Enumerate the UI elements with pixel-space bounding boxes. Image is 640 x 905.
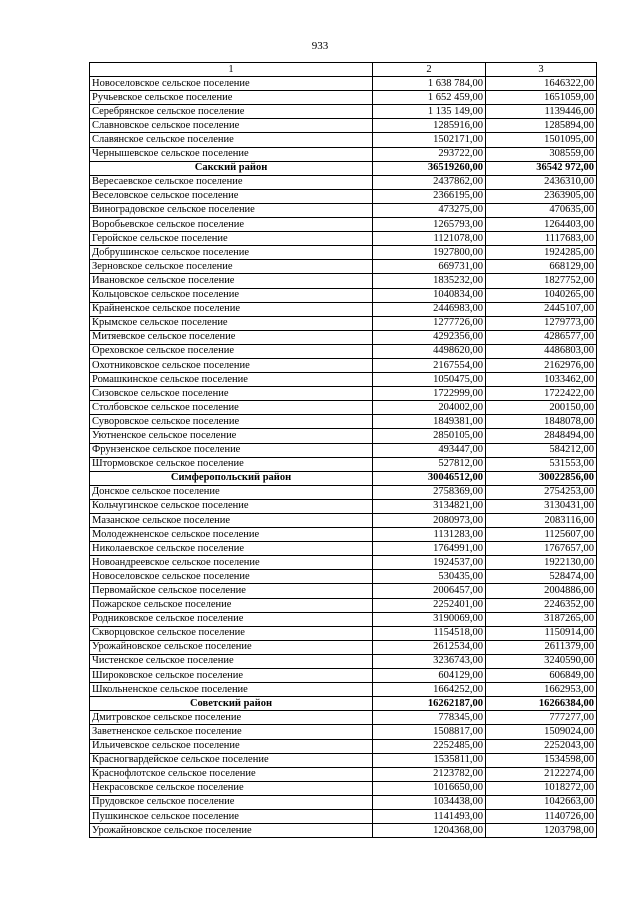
settlement-name-cell: Славянское сельское поселение xyxy=(90,133,373,147)
settlement-name-cell: Кольчугинское сельское поселение xyxy=(90,499,373,513)
table-row xyxy=(90,640,597,654)
table-row xyxy=(90,654,597,668)
value-col3-cell: 606849,00 xyxy=(486,669,597,683)
value-col3-cell: 36542 972,00 xyxy=(486,161,597,175)
value-col2-cell: 1204368,00 xyxy=(373,824,486,838)
value-col2-cell: 778345,00 xyxy=(373,711,486,725)
settlement-name-cell: Кольцовское сельское поселение xyxy=(90,288,373,302)
table-row xyxy=(90,711,597,725)
value-col2-cell: 1927800,00 xyxy=(373,246,486,260)
settlement-name-cell: Виноградовское сельское поселение xyxy=(90,203,373,217)
page-number: 933 xyxy=(311,40,329,52)
table-row xyxy=(90,260,597,274)
settlement-name-cell: Столбовское сельское поселение xyxy=(90,401,373,415)
table-row xyxy=(90,528,597,542)
table-row xyxy=(90,302,597,316)
value-col2-cell: 1 638 784,00 xyxy=(373,77,486,91)
value-col2-cell: 473275,00 xyxy=(373,203,486,217)
value-col3-cell: 584212,00 xyxy=(486,443,597,457)
value-col3-cell: 3130431,00 xyxy=(486,499,597,513)
value-col2-cell: 4292356,00 xyxy=(373,330,486,344)
settlement-name-cell: Новоандреевское сельское поселение xyxy=(90,556,373,570)
settlement-name-cell: Уютненское сельское поселение xyxy=(90,429,373,443)
value-col3-cell: 1662953,00 xyxy=(486,683,597,697)
value-col3-cell: 1767657,00 xyxy=(486,542,597,556)
value-col3-cell: 2436310,00 xyxy=(486,175,597,189)
table-row xyxy=(90,288,597,302)
value-col3-cell: 1264403,00 xyxy=(486,218,597,232)
district-row xyxy=(90,697,597,711)
column-header-3: 3 xyxy=(486,63,597,77)
settlement-name-cell: Серебрянское сельское поселение xyxy=(90,105,373,119)
settlement-name-cell: Молодежненское сельское поселение xyxy=(90,528,373,542)
table-row xyxy=(90,669,597,683)
value-col3-cell: 1827752,00 xyxy=(486,274,597,288)
value-col2-cell: 2252401,00 xyxy=(373,598,486,612)
settlement-name-cell: Пожарское сельское поселение xyxy=(90,598,373,612)
table-row xyxy=(90,415,597,429)
value-col2-cell: 527812,00 xyxy=(373,457,486,471)
value-col2-cell: 1154518,00 xyxy=(373,626,486,640)
value-col3-cell: 1033462,00 xyxy=(486,373,597,387)
settlement-name-cell: Широковское сельское поселение xyxy=(90,669,373,683)
settlement-name-cell: Советский район xyxy=(90,697,373,711)
table-row xyxy=(90,598,597,612)
settlement-name-cell: Сизовское сельское поселение xyxy=(90,387,373,401)
value-col3-cell: 1646322,00 xyxy=(486,77,597,91)
value-col2-cell: 2850105,00 xyxy=(373,429,486,443)
value-col2-cell: 16262187,00 xyxy=(373,697,486,711)
value-col3-cell: 1534598,00 xyxy=(486,753,597,767)
value-col3-cell: 1139446,00 xyxy=(486,105,597,119)
settlement-name-cell: Школьненское сельское поселение xyxy=(90,683,373,697)
value-col3-cell: 1040265,00 xyxy=(486,288,597,302)
settlement-name-cell: Николаевское сельское поселение xyxy=(90,542,373,556)
table-row xyxy=(90,218,597,232)
column-header-2: 2 xyxy=(373,63,486,77)
table-row xyxy=(90,753,597,767)
table-row xyxy=(90,77,597,91)
value-col3-cell: 2004886,00 xyxy=(486,584,597,598)
value-col3-cell: 1922130,00 xyxy=(486,556,597,570)
table-row xyxy=(90,556,597,570)
value-col2-cell: 1016650,00 xyxy=(373,781,486,795)
value-col3-cell: 668129,00 xyxy=(486,260,597,274)
table-row xyxy=(90,203,597,217)
value-col2-cell: 1277726,00 xyxy=(373,316,486,330)
table-row xyxy=(90,189,597,203)
table-row xyxy=(90,739,597,753)
value-col2-cell: 1 135 149,00 xyxy=(373,105,486,119)
table-row xyxy=(90,485,597,499)
settlement-name-cell: Краснофлотское сельское поселение xyxy=(90,767,373,781)
value-col2-cell: 1265793,00 xyxy=(373,218,486,232)
value-col2-cell: 4498620,00 xyxy=(373,344,486,358)
value-col3-cell: 2611379,00 xyxy=(486,640,597,654)
settlement-name-cell: Урожайновское сельское поселение xyxy=(90,824,373,838)
value-col2-cell: 493447,00 xyxy=(373,443,486,457)
table-row xyxy=(90,570,597,584)
value-col2-cell: 1722999,00 xyxy=(373,387,486,401)
settlement-name-cell: Прудовское сельское поселение xyxy=(90,795,373,809)
value-col3-cell: 1509024,00 xyxy=(486,725,597,739)
value-col2-cell: 1924537,00 xyxy=(373,556,486,570)
table-row xyxy=(90,119,597,133)
value-col3-cell: 1848078,00 xyxy=(486,415,597,429)
table-row xyxy=(90,358,597,372)
value-col2-cell: 1664252,00 xyxy=(373,683,486,697)
table-row xyxy=(90,725,597,739)
settlement-name-cell: Симферопольский район xyxy=(90,471,373,485)
value-col3-cell: 1722422,00 xyxy=(486,387,597,401)
value-col3-cell: 470635,00 xyxy=(486,203,597,217)
settlement-name-cell: Митяевское сельское поселение xyxy=(90,330,373,344)
settlement-name-cell: Новоселовское сельское поселение xyxy=(90,570,373,584)
table-row xyxy=(90,499,597,513)
district-row xyxy=(90,161,597,175)
value-col3-cell: 2246352,00 xyxy=(486,598,597,612)
settlement-name-cell: Крайненское сельское поселение xyxy=(90,302,373,316)
settlement-name-cell: Чистенское сельское поселение xyxy=(90,654,373,668)
settlement-name-cell: Геройское сельское поселение xyxy=(90,232,373,246)
value-col2-cell: 1535811,00 xyxy=(373,753,486,767)
settlement-name-cell: Славновское сельское поселение xyxy=(90,119,373,133)
settlement-name-cell: Зерновское сельское поселение xyxy=(90,260,373,274)
settlement-name-cell: Добрушинское сельское поселение xyxy=(90,246,373,260)
settlement-name-cell: Ромашкинское сельское поселение xyxy=(90,373,373,387)
settlement-name-cell: Штормовское сельское поселение xyxy=(90,457,373,471)
table-row xyxy=(90,767,597,781)
table-row xyxy=(90,612,597,626)
settlement-name-cell: Сакский район xyxy=(90,161,373,175)
value-col2-cell: 1502171,00 xyxy=(373,133,486,147)
settlement-name-cell: Веселовское сельское поселение xyxy=(90,189,373,203)
settlement-name-cell: Урожайновское сельское поселение xyxy=(90,640,373,654)
value-col3-cell: 1018272,00 xyxy=(486,781,597,795)
settlement-name-cell: Некрасовское сельское поселение xyxy=(90,781,373,795)
value-col2-cell: 2366195,00 xyxy=(373,189,486,203)
settlement-name-cell: Родниковское сельское поселение xyxy=(90,612,373,626)
value-col2-cell: 1 652 459,00 xyxy=(373,91,486,105)
settlement-name-cell: Фрунзенское сельское поселение xyxy=(90,443,373,457)
value-col3-cell: 1150914,00 xyxy=(486,626,597,640)
value-col3-cell: 2252043,00 xyxy=(486,739,597,753)
value-col2-cell: 2006457,00 xyxy=(373,584,486,598)
budget-table xyxy=(89,62,597,838)
table-row xyxy=(90,246,597,260)
settlement-name-cell: Крымское сельское поселение xyxy=(90,316,373,330)
district-row xyxy=(90,471,597,485)
value-col2-cell: 2758369,00 xyxy=(373,485,486,499)
settlement-name-cell: Красногвардейское сельское поселение xyxy=(90,753,373,767)
value-col2-cell: 1121078,00 xyxy=(373,232,486,246)
table-row xyxy=(90,542,597,556)
column-header-1: 1 xyxy=(90,63,373,77)
settlement-name-cell: Ручьевское сельское поселение xyxy=(90,91,373,105)
value-col2-cell: 604129,00 xyxy=(373,669,486,683)
settlement-name-cell: Заветненское сельское поселение xyxy=(90,725,373,739)
value-col3-cell: 531553,00 xyxy=(486,457,597,471)
table-row xyxy=(90,401,597,415)
settlement-name-cell: Суворовское сельское поселение xyxy=(90,415,373,429)
value-col3-cell: 2162976,00 xyxy=(486,358,597,372)
value-col2-cell: 1508817,00 xyxy=(373,725,486,739)
settlement-name-cell: Чернышевское сельское поселение xyxy=(90,147,373,161)
value-col3-cell: 4486803,00 xyxy=(486,344,597,358)
settlement-name-cell: Воробьевское сельское поселение xyxy=(90,218,373,232)
settlement-name-cell: Ильичевское сельское поселение xyxy=(90,739,373,753)
value-col3-cell: 2754253,00 xyxy=(486,485,597,499)
value-col2-cell: 3134821,00 xyxy=(373,499,486,513)
value-col3-cell: 777277,00 xyxy=(486,711,597,725)
value-col2-cell: 530435,00 xyxy=(373,570,486,584)
table-row xyxy=(90,626,597,640)
table-row xyxy=(90,584,597,598)
value-col2-cell: 2252485,00 xyxy=(373,739,486,753)
table-row xyxy=(90,175,597,189)
value-col2-cell: 2612534,00 xyxy=(373,640,486,654)
table-row xyxy=(90,91,597,105)
settlement-name-cell: Охотниковское сельское поселение xyxy=(90,358,373,372)
value-col2-cell: 3236743,00 xyxy=(373,654,486,668)
table-row xyxy=(90,781,597,795)
value-col2-cell: 1764991,00 xyxy=(373,542,486,556)
table-row xyxy=(90,344,597,358)
table-row xyxy=(90,232,597,246)
value-col2-cell: 1835232,00 xyxy=(373,274,486,288)
value-col3-cell: 16266384,00 xyxy=(486,697,597,711)
settlement-name-cell: Ореховское сельское поселение xyxy=(90,344,373,358)
value-col3-cell: 1203798,00 xyxy=(486,824,597,838)
value-col3-cell: 1651059,00 xyxy=(486,91,597,105)
value-col2-cell: 1034438,00 xyxy=(373,795,486,809)
settlement-name-cell: Ивановское сельское поселение xyxy=(90,274,373,288)
table-row xyxy=(90,147,597,161)
value-col2-cell: 204002,00 xyxy=(373,401,486,415)
value-col2-cell: 36519260,00 xyxy=(373,161,486,175)
value-col2-cell: 1131283,00 xyxy=(373,528,486,542)
value-col3-cell: 1117683,00 xyxy=(486,232,597,246)
settlement-name-cell: Донское сельское поселение xyxy=(90,485,373,499)
value-col3-cell: 30022856,00 xyxy=(486,471,597,485)
table-row xyxy=(90,330,597,344)
value-col3-cell: 1501095,00 xyxy=(486,133,597,147)
value-col3-cell: 1125607,00 xyxy=(486,528,597,542)
table-row xyxy=(90,316,597,330)
value-col2-cell: 30046512,00 xyxy=(373,471,486,485)
settlement-name-cell: Новоселовское сельское поселение xyxy=(90,77,373,91)
value-col3-cell: 200150,00 xyxy=(486,401,597,415)
value-col2-cell: 2080973,00 xyxy=(373,514,486,528)
value-col3-cell: 3187265,00 xyxy=(486,612,597,626)
table-row xyxy=(90,133,597,147)
table-row xyxy=(90,809,597,823)
value-col3-cell: 2848494,00 xyxy=(486,429,597,443)
settlement-name-cell: Дмитровское сельское поселение xyxy=(90,711,373,725)
value-col2-cell: 1285916,00 xyxy=(373,119,486,133)
settlement-name-cell: Вересаевское сельское поселение xyxy=(90,175,373,189)
value-col2-cell: 293722,00 xyxy=(373,147,486,161)
value-col3-cell: 2122274,00 xyxy=(486,767,597,781)
table-row xyxy=(90,824,597,838)
table-row xyxy=(90,105,597,119)
value-col2-cell: 1040834,00 xyxy=(373,288,486,302)
value-col2-cell: 1050475,00 xyxy=(373,373,486,387)
table-row xyxy=(90,514,597,528)
value-col3-cell: 1140726,00 xyxy=(486,809,597,823)
value-col3-cell: 1042663,00 xyxy=(486,795,597,809)
value-col3-cell: 3240590,00 xyxy=(486,654,597,668)
value-col3-cell: 2445107,00 xyxy=(486,302,597,316)
table-row xyxy=(90,457,597,471)
value-col3-cell: 1279773,00 xyxy=(486,316,597,330)
value-col3-cell: 308559,00 xyxy=(486,147,597,161)
table-row xyxy=(90,795,597,809)
value-col2-cell: 1141493,00 xyxy=(373,809,486,823)
value-col2-cell: 1849381,00 xyxy=(373,415,486,429)
settlement-name-cell: Пушкинское сельское поселение xyxy=(90,809,373,823)
value-col2-cell: 2123782,00 xyxy=(373,767,486,781)
settlement-name-cell: Мазанское сельское поселение xyxy=(90,514,373,528)
table-row xyxy=(90,274,597,288)
value-col3-cell: 2083116,00 xyxy=(486,514,597,528)
table-row xyxy=(90,443,597,457)
value-col3-cell: 4286577,00 xyxy=(486,330,597,344)
settlement-name-cell: Первомайское сельское поселение xyxy=(90,584,373,598)
value-col2-cell: 3190069,00 xyxy=(373,612,486,626)
value-col3-cell: 1285894,00 xyxy=(486,119,597,133)
value-col3-cell: 528474,00 xyxy=(486,570,597,584)
value-col2-cell: 669731,00 xyxy=(373,260,486,274)
value-col3-cell: 2363905,00 xyxy=(486,189,597,203)
value-col3-cell: 1924285,00 xyxy=(486,246,597,260)
table-row xyxy=(90,373,597,387)
table-row xyxy=(90,683,597,697)
table-row xyxy=(90,429,597,443)
table-header-row xyxy=(90,63,597,77)
settlement-name-cell: Скворцовское сельское поселение xyxy=(90,626,373,640)
table-row xyxy=(90,387,597,401)
value-col2-cell: 2446983,00 xyxy=(373,302,486,316)
value-col2-cell: 2437862,00 xyxy=(373,175,486,189)
value-col2-cell: 2167554,00 xyxy=(373,358,486,372)
